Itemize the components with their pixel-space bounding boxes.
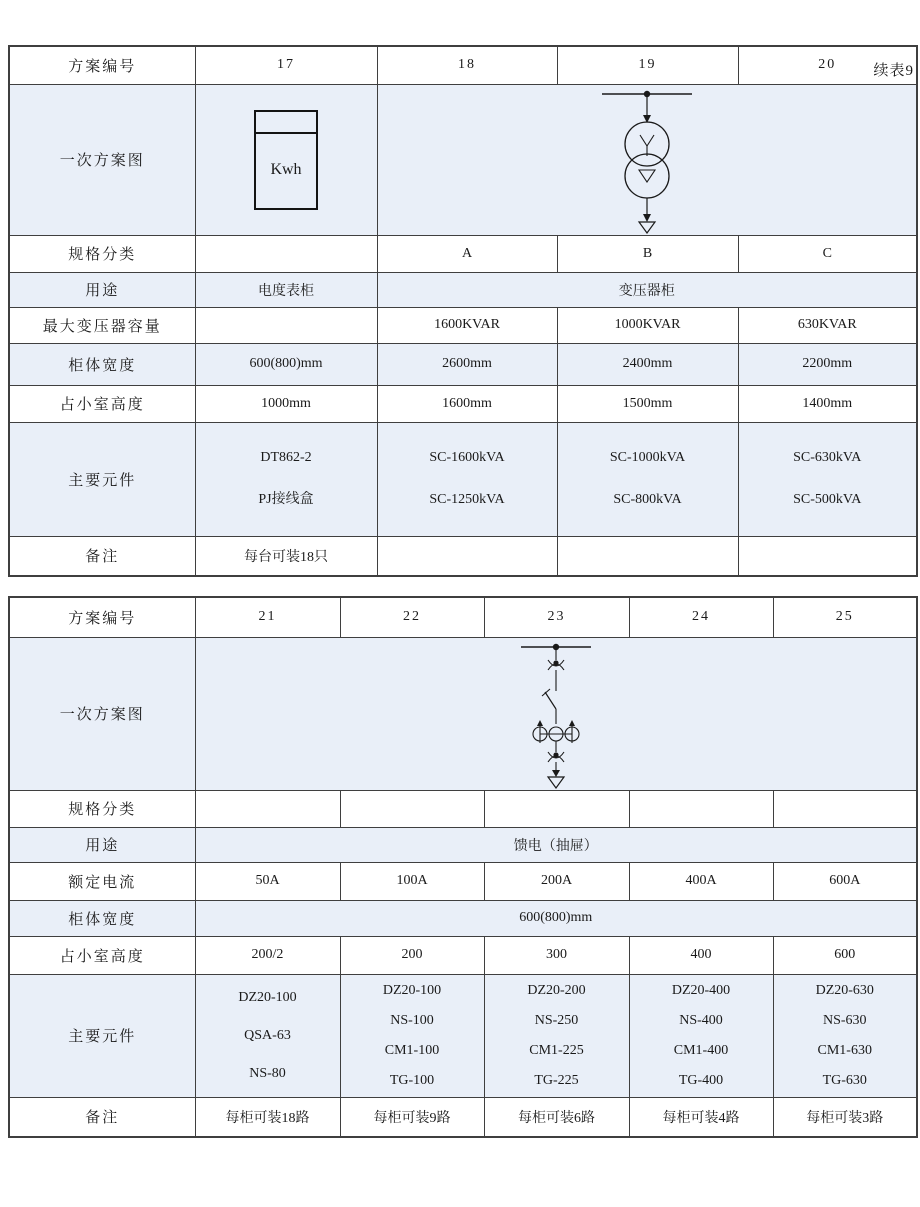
t1-label-main-components: 主要元件 xyxy=(9,422,195,536)
t2-label-rated-current: 额定电流 xyxy=(9,862,195,900)
t1-label-compartment-height: 占小室高度 xyxy=(9,385,195,422)
t2-remarks-23: 每柜可装6路 xyxy=(484,1097,629,1137)
t2-scheme-21: 21 xyxy=(195,597,340,637)
t1-remarks-20 xyxy=(738,536,917,576)
t1-label-cabinet-width: 柜体宽度 xyxy=(9,343,195,385)
t2-remarks-24: 每柜可装4路 xyxy=(629,1097,773,1137)
t1-scheme-20: 20 xyxy=(738,46,917,84)
transformer-secondary-winding xyxy=(625,154,669,198)
component-item: DZ20-200 xyxy=(527,982,586,998)
t1-components-19 xyxy=(557,422,738,536)
t2-spec-class-23 xyxy=(484,790,629,827)
component-item: NS-80 xyxy=(249,1065,286,1081)
spec-table-21-25 xyxy=(8,596,918,1138)
component-item: NS-250 xyxy=(534,1012,579,1028)
t2-components-22 xyxy=(340,974,484,1097)
component-item: SC-500kVA xyxy=(793,492,862,507)
t2-label-compartment-height: 占小室高度 xyxy=(9,936,195,974)
component-item: QSA-63 xyxy=(244,1027,291,1043)
t2-components-25 xyxy=(773,974,917,1097)
t2-remarks-22: 每柜可装9路 xyxy=(340,1097,484,1137)
t1-row-cabinet-width xyxy=(9,343,917,385)
component-item: DZ20-100 xyxy=(382,982,442,998)
t2-scheme-25: 25 xyxy=(773,597,917,637)
t2-row-compartment-height xyxy=(9,936,917,974)
component-item: TG-225 xyxy=(534,1072,579,1088)
kwh-meter-terminal-band xyxy=(256,112,316,134)
t2-row-rated-current xyxy=(9,862,917,900)
t1-components-20 xyxy=(738,422,917,536)
t2-scheme-23: 23 xyxy=(484,597,629,637)
breaker-blade xyxy=(545,692,556,709)
component-item: DZ20-630 xyxy=(815,982,874,998)
spec-table-17-20 xyxy=(8,45,918,577)
component-item: DZ20-100 xyxy=(238,989,297,1005)
component-item: SC-1000kVA xyxy=(609,450,686,465)
t1-row-usage xyxy=(9,272,917,307)
t2-label-scheme-no: 方案编号 xyxy=(9,597,195,637)
t2-remarks-21: 每柜可装18路 xyxy=(195,1097,340,1137)
t1-usage-18-20: 变压器柜 xyxy=(377,272,917,307)
t1-usage-17: 电度表柜 xyxy=(195,272,377,307)
t1-max-capacity-17 xyxy=(195,307,377,343)
t2-rated-current-22: 100A xyxy=(340,862,484,900)
t1-cabinet-width-19: 2400mm xyxy=(557,343,738,385)
drawout-feeder-one-line-diagram xyxy=(496,639,616,789)
t2-spec-class-24 xyxy=(629,790,773,827)
t2-row-main-components xyxy=(9,974,917,1097)
component-item: CM1-100 xyxy=(384,1042,440,1058)
t1-cabinet-width-20: 2200mm xyxy=(738,343,917,385)
t1-row-max-capacity xyxy=(9,307,917,343)
component-item: SC-1600kVA xyxy=(429,450,505,465)
t1-row-remarks xyxy=(9,536,917,576)
t1-spec-class-17 xyxy=(195,235,377,272)
t1-components-18 xyxy=(377,422,557,536)
t2-row-remarks xyxy=(9,1097,917,1137)
t2-compartment-height-22: 200 xyxy=(340,936,484,974)
component-item: DT862-2 xyxy=(260,450,312,465)
t2-scheme-24: 24 xyxy=(629,597,773,637)
component-item: SC-1250kVA xyxy=(429,492,505,507)
t1-label-remarks: 备注 xyxy=(9,536,195,576)
component-item: NS-630 xyxy=(822,1012,867,1028)
component-item: CM1-400 xyxy=(673,1042,729,1058)
t1-row-scheme-no xyxy=(9,46,917,84)
kwh-meter-label: Kwh xyxy=(270,160,302,178)
t2-remarks-25: 每柜可装3路 xyxy=(773,1097,917,1137)
t1-remarks-17: 每台可装18只 xyxy=(195,536,377,576)
t2-row-scheme-no xyxy=(9,597,917,637)
component-item: SC-630kVA xyxy=(793,450,862,465)
component-item: PJ接线盒 xyxy=(258,492,314,507)
t1-compartment-height-18: 1600mm xyxy=(377,385,557,422)
feeder-arrowhead xyxy=(643,214,651,222)
t2-compartment-height-21: 200/2 xyxy=(195,936,340,974)
t1-scheme-19: 19 xyxy=(557,46,738,84)
t1-max-capacity-20: 630KVAR xyxy=(738,307,917,343)
t1-cabinet-width-18: 2600mm xyxy=(377,343,557,385)
t2-diagram-cell-21-25 xyxy=(195,637,917,790)
t2-components-23 xyxy=(484,974,629,1097)
t1-row-compartment-height xyxy=(9,385,917,422)
t2-compartment-height-24: 400 xyxy=(629,936,773,974)
cable-terminal-triangle xyxy=(639,222,655,233)
t2-rated-current-23: 200A xyxy=(484,862,629,900)
t2-spec-class-25 xyxy=(773,790,917,827)
t1-cabinet-width-17: 600(800)mm xyxy=(195,343,377,385)
t2-spec-class-21 xyxy=(195,790,340,827)
t1-label-spec-class: 规格分类 xyxy=(9,235,195,272)
t1-compartment-height-20: 1400mm xyxy=(738,385,917,422)
t1-spec-class-18: A xyxy=(377,235,557,272)
t2-row-spec-class xyxy=(9,790,917,827)
continuation-table-label: 续表9 xyxy=(873,63,914,79)
t1-row-primary-diagram xyxy=(9,84,917,235)
t1-label-usage: 用途 xyxy=(9,272,195,307)
t2-cabinet-width-21-25: 600(800)mm xyxy=(195,900,917,936)
t2-label-primary-diagram: 一次方案图 xyxy=(9,637,195,790)
transformer-one-line-diagram xyxy=(582,86,712,234)
t2-label-remarks: 备注 xyxy=(9,1097,195,1137)
t1-diagram-cell-17 xyxy=(195,84,377,235)
t1-spec-class-20: C xyxy=(738,235,917,272)
component-item: DZ20-400 xyxy=(671,982,731,998)
feeder-arrowhead xyxy=(552,770,560,777)
component-item: NS-100 xyxy=(390,1012,434,1028)
component-item: TG-400 xyxy=(678,1072,724,1088)
t2-components-24 xyxy=(629,974,773,1097)
component-item: CM1-225 xyxy=(529,1042,584,1058)
component-item: NS-400 xyxy=(679,1012,723,1028)
t2-components-21 xyxy=(195,974,340,1097)
t2-usage-21-25: 馈电（抽屉） xyxy=(195,827,917,862)
t2-rated-current-21: 50A xyxy=(195,862,340,900)
delta-symbol xyxy=(639,170,655,182)
t2-compartment-height-23: 300 xyxy=(484,936,629,974)
t1-remarks-18 xyxy=(377,536,557,576)
component-item: TG-100 xyxy=(389,1072,435,1088)
t1-label-primary-diagram: 一次方案图 xyxy=(9,84,195,235)
t2-label-cabinet-width: 柜体宽度 xyxy=(9,900,195,936)
t2-label-spec-class: 规格分类 xyxy=(9,790,195,827)
t1-row-main-components xyxy=(9,422,917,536)
t1-max-capacity-19: 1000KVAR xyxy=(557,307,738,343)
t2-row-primary-diagram xyxy=(9,637,917,790)
t1-scheme-17: 17 xyxy=(195,46,377,84)
t2-spec-class-22 xyxy=(340,790,484,827)
t2-rated-current-24: 400A xyxy=(629,862,773,900)
t2-scheme-22: 22 xyxy=(340,597,484,637)
component-item: SC-800kVA xyxy=(613,492,682,507)
t2-label-usage: 用途 xyxy=(9,827,195,862)
cable-terminal-triangle xyxy=(548,777,564,788)
t2-compartment-height-25: 600 xyxy=(773,936,917,974)
t2-row-usage xyxy=(9,827,917,862)
t1-compartment-height-19: 1500mm xyxy=(557,385,738,422)
t1-label-max-capacity: 最大变压器容量 xyxy=(9,307,195,343)
t1-components-17 xyxy=(195,422,377,536)
t1-scheme-18: 18 xyxy=(377,46,557,84)
t1-diagram-cell-18-20 xyxy=(377,84,917,235)
kwh-meter-symbol xyxy=(254,110,318,210)
t1-spec-class-19: B xyxy=(557,235,738,272)
t1-compartment-height-17: 1000mm xyxy=(195,385,377,422)
t1-row-spec-class xyxy=(9,235,917,272)
t2-rated-current-25: 600A xyxy=(773,862,917,900)
t1-label-scheme-no: 方案编号 xyxy=(9,46,195,84)
t1-remarks-19 xyxy=(557,536,738,576)
component-item: CM1-630 xyxy=(817,1042,872,1058)
t1-max-capacity-18: 1600KVAR xyxy=(377,307,557,343)
t2-label-main-components: 主要元件 xyxy=(9,974,195,1097)
breaker-tick xyxy=(542,689,550,696)
t2-row-cabinet-width xyxy=(9,900,917,936)
component-item: TG-630 xyxy=(822,1072,867,1088)
